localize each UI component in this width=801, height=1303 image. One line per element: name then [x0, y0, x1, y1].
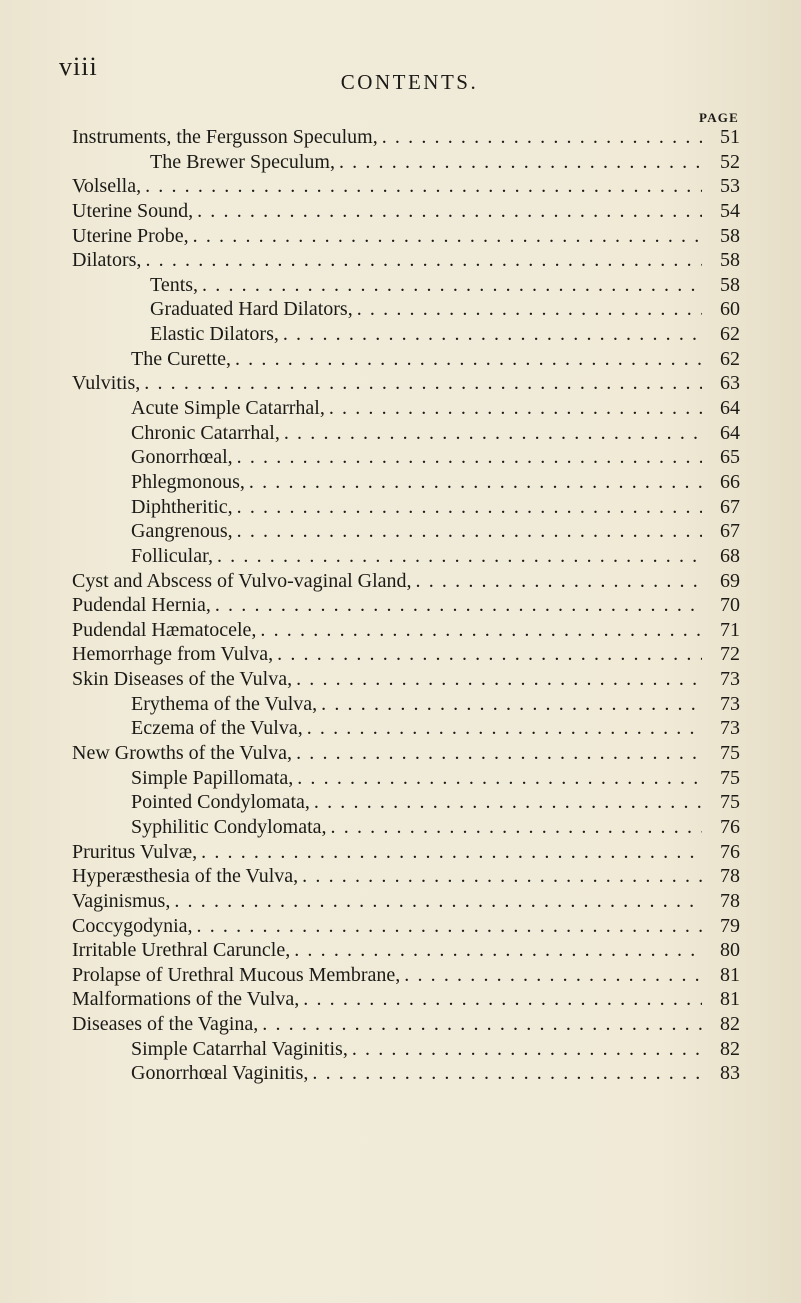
toc-entry — [72, 273, 740, 298]
toc-entry-title: The Brewer Speculum, — [150, 150, 335, 173]
toc-entry-page: 63 — [720, 372, 740, 395]
toc-entry-page: 69 — [720, 569, 740, 592]
dot-leader — [312, 1061, 702, 1086]
toc-entry-page: 53 — [720, 175, 740, 198]
dot-leader — [357, 297, 702, 322]
toc-entry — [72, 963, 740, 988]
dot-leader — [260, 618, 702, 643]
toc-entry-page: 52 — [720, 150, 740, 173]
toc-entry-page: 58 — [720, 224, 740, 247]
toc-entry — [72, 544, 740, 569]
toc-entry-title: Prolapse of Urethral Mucous Membrane, — [72, 963, 401, 986]
toc-entry — [72, 495, 740, 520]
toc-entry-title: Gonorrhœal, — [131, 446, 233, 469]
toc-entry — [72, 199, 740, 224]
dot-leader — [249, 470, 702, 495]
toc-entry-page: 58 — [720, 273, 740, 296]
toc-entry — [72, 938, 740, 963]
toc-entry — [72, 248, 740, 273]
toc-entry — [72, 987, 740, 1012]
toc-entry-title: Pointed Condylomata, — [131, 791, 310, 814]
dot-leader — [144, 371, 702, 396]
toc-entry — [72, 692, 740, 717]
dot-leader — [382, 125, 702, 150]
toc-entry-title: Gonorrhœal Vaginitis, — [131, 1062, 309, 1085]
toc-entry-page: 81 — [720, 988, 740, 1011]
toc-entry — [72, 445, 740, 470]
toc-entry-page: 79 — [720, 914, 740, 937]
toc-entry-page: 80 — [720, 939, 740, 962]
toc-entry-page: 64 — [720, 397, 740, 420]
toc-entry — [72, 470, 740, 495]
toc-entry-title: Gangrenous, — [131, 520, 233, 543]
toc-entry-title: Chronic Catarrhal, — [131, 421, 280, 444]
toc-entry-title: Dilators, — [72, 249, 142, 272]
toc-entry — [72, 1061, 740, 1086]
toc-entry-page: 78 — [720, 865, 740, 888]
toc-entry — [72, 642, 740, 667]
dot-leader — [262, 1012, 702, 1037]
toc-entry-title: Volsella, — [72, 175, 142, 198]
toc-entry — [72, 790, 740, 815]
toc-entry-title: Pudendal Hernia, — [72, 594, 211, 617]
toc-entry — [72, 593, 740, 618]
toc-entry-page: 73 — [720, 692, 740, 715]
toc-entry-page: 64 — [720, 421, 740, 444]
toc-entry-page: 65 — [720, 446, 740, 469]
dot-leader — [302, 864, 702, 889]
toc-entry-title: Cyst and Abscess of Vulvo-vaginal Gland, — [72, 569, 412, 592]
dot-leader — [197, 199, 702, 224]
dot-leader — [283, 322, 702, 347]
toc-entry-page: 70 — [720, 594, 740, 617]
toc-entry-page: 76 — [720, 840, 740, 863]
toc-entry-title: Hemorrhage from Vulva, — [72, 643, 274, 666]
toc-entry-page: 83 — [720, 1062, 740, 1085]
dot-leader — [202, 273, 702, 298]
dot-leader — [294, 938, 702, 963]
toc-entry — [72, 1037, 740, 1062]
toc-entry-title: Vaginismus, — [72, 889, 171, 912]
dot-leader — [296, 667, 702, 692]
toc-entry — [72, 371, 740, 396]
page-number: viii — [59, 52, 98, 81]
toc-entry-page: 68 — [720, 544, 740, 567]
toc-entry-title: Uterine Probe, — [72, 224, 189, 247]
toc-entry — [72, 815, 740, 840]
toc-entry-page: 58 — [720, 249, 740, 272]
toc-entry-page: 76 — [720, 815, 740, 838]
toc-entry-page: 54 — [720, 199, 740, 222]
toc-entry — [72, 150, 740, 175]
toc-entry-title: Malformations of the Vulva, — [72, 988, 300, 1011]
toc-entry-title: Uterine Sound, — [72, 199, 194, 222]
dot-leader — [237, 495, 702, 520]
page-column-label: PAGE — [699, 110, 739, 125]
dot-leader — [416, 569, 702, 594]
toc-entry-page: 67 — [720, 495, 740, 518]
toc-entry — [72, 297, 740, 322]
dot-leader — [307, 716, 702, 741]
toc-entry-title: Simple Catarrhal Vaginitis, — [131, 1037, 348, 1060]
dot-leader — [197, 914, 702, 939]
toc-entry — [72, 864, 740, 889]
toc-entry-title: The Curette, — [131, 347, 231, 370]
toc-entry-page: 73 — [720, 717, 740, 740]
dot-leader — [237, 519, 702, 544]
toc-entry-page: 81 — [720, 963, 740, 986]
toc-entry — [72, 716, 740, 741]
toc-entry-title: Instruments, the Fergusson Speculum, — [72, 126, 378, 148]
toc-entry-title: Phlegmonous, — [131, 470, 245, 493]
toc-entry — [72, 840, 740, 865]
toc-entry-page: 71 — [720, 618, 740, 641]
toc-entry-page: 66 — [720, 470, 740, 493]
toc-entry-title: Elastic Dilators, — [150, 323, 279, 346]
dot-leader — [145, 174, 702, 199]
toc-entry — [72, 914, 740, 939]
toc-entry — [72, 741, 740, 766]
toc-entry-page: 67 — [720, 520, 740, 543]
toc-entry-page: 60 — [720, 298, 740, 321]
toc-entry-title: Erythema of the Vulva, — [131, 692, 318, 715]
toc-entry-page: 75 — [720, 742, 740, 765]
dot-leader — [297, 766, 702, 791]
dot-leader — [339, 150, 702, 175]
toc-entry-title: Hyperæsthesia of the Vulva, — [72, 865, 299, 888]
dot-leader — [303, 987, 702, 1012]
toc-entry — [72, 889, 740, 914]
toc-entry — [72, 1012, 740, 1037]
dot-leader — [329, 396, 702, 421]
toc-entry — [72, 125, 740, 150]
toc-entry-title: Eczema of the Vulva, — [131, 717, 303, 740]
dot-leader — [215, 593, 702, 618]
toc-entry-title: Acute Simple Catarrhal, — [131, 397, 325, 420]
toc-entry-title: Simple Papillomata, — [131, 766, 294, 789]
toc-entry-title: Tents, — [150, 273, 199, 296]
toc-entry-title: Skin Diseases of the Vulva, — [72, 668, 293, 691]
toc-entry-title: New Growths of the Vulva, — [72, 742, 293, 765]
toc-entry-title: Syphilitic Condylomata, — [131, 815, 327, 838]
dot-leader — [284, 421, 702, 446]
toc-entry — [72, 667, 740, 692]
toc-entry-page: 51 — [720, 126, 740, 148]
toc-entry — [72, 766, 740, 791]
dot-leader — [331, 815, 702, 840]
toc-entry — [72, 519, 740, 544]
toc-entry — [72, 569, 740, 594]
toc-entry — [72, 322, 740, 347]
dot-leader — [352, 1037, 702, 1062]
toc-entry — [72, 396, 740, 421]
running-head: CONTENTS. — [340, 70, 479, 94]
toc-entry-page: 62 — [720, 323, 740, 346]
toc-entry-title: Follicular, — [131, 544, 213, 567]
toc-entry — [72, 421, 740, 446]
toc-entry — [72, 347, 740, 372]
toc-entry-title: Diphtheritic, — [131, 495, 233, 518]
toc-entry-page: 75 — [720, 791, 740, 814]
dot-leader — [296, 741, 702, 766]
toc-entry-page: 78 — [720, 889, 740, 912]
toc-entry-title: Vulvitis, — [72, 372, 141, 395]
dot-leader — [217, 544, 702, 569]
toc-entry — [72, 618, 740, 643]
dot-leader — [314, 790, 702, 815]
toc-entry-page: 73 — [720, 668, 740, 691]
dot-leader — [237, 445, 702, 470]
toc-entry-title: Pudendal Hæmatocele, — [72, 618, 257, 641]
toc-entry-page: 82 — [720, 1037, 740, 1060]
toc-entry-title: Irritable Urethral Caruncle, — [72, 939, 291, 962]
toc-entry-page: 75 — [720, 766, 740, 789]
toc-entry-page: 82 — [720, 1013, 740, 1036]
toc-entry-page: 62 — [720, 347, 740, 370]
dot-leader — [321, 692, 702, 717]
toc-entry-title: Coccygodynia, — [72, 914, 193, 937]
toc-entry — [72, 174, 740, 199]
dot-leader — [145, 248, 702, 273]
toc-entry-title: Pruritus Vulvæ, — [72, 840, 198, 863]
toc-entry-title: Diseases of the Vagina, — [72, 1013, 259, 1036]
dot-leader — [277, 642, 702, 667]
table-of-contents — [72, 125, 740, 1086]
dot-leader — [235, 347, 702, 372]
dot-leader — [404, 963, 702, 988]
toc-entry-page: 72 — [720, 643, 740, 666]
toc-entry — [72, 224, 740, 249]
dot-leader — [201, 840, 702, 865]
dot-leader — [193, 224, 702, 249]
dot-leader — [174, 889, 702, 914]
toc-entry-title: Graduated Hard Dilators, — [150, 298, 353, 321]
